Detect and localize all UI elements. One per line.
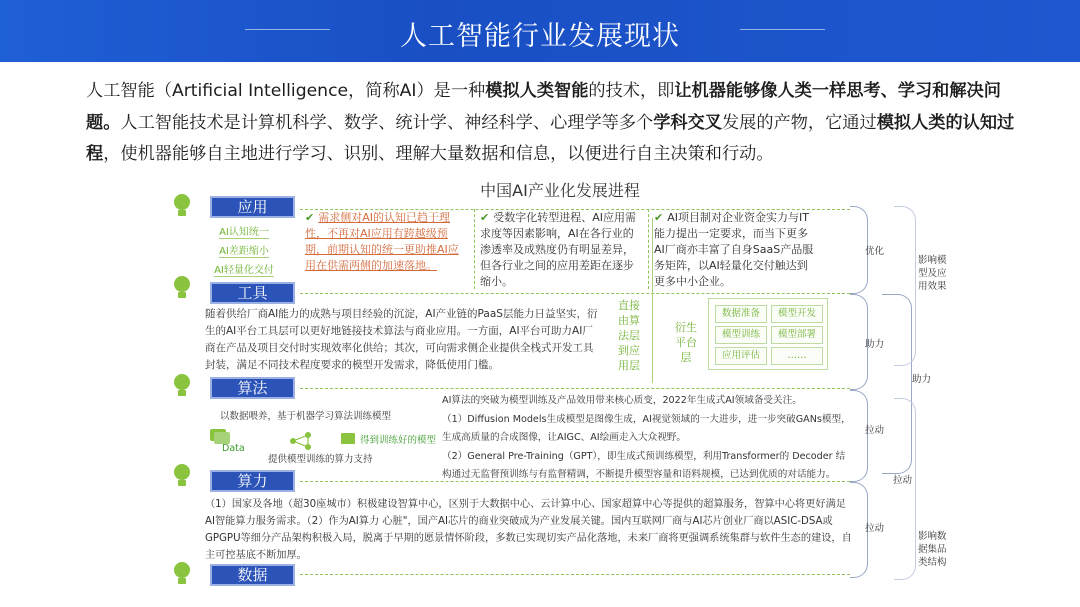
- app-item: AI认知统一: [219, 227, 269, 238]
- relation-help: 助力: [865, 339, 885, 350]
- intro-text: 的技术，即: [588, 81, 675, 101]
- banner-decoration-right: [740, 24, 825, 36]
- diagram-title: 中国AI产业化发展进程: [480, 181, 640, 200]
- algorithm-line: AI算法的突破为模型训练及产品效用带来核心质变，2022年生成式AI领域备受关注。: [442, 395, 802, 406]
- lightbulb-icon: [172, 194, 192, 218]
- platform-modules-box: [708, 298, 828, 370]
- title-banner: [0, 0, 1080, 62]
- column-divider: [648, 209, 649, 289]
- trained-model-icon: [340, 431, 358, 445]
- effect-data-label: 影响数据集品类结构: [918, 531, 947, 568]
- module-chip: ……: [771, 347, 823, 365]
- layer-label-algorithm: 算法: [210, 377, 295, 399]
- algo-result-label: 得到训练好的模型: [360, 435, 437, 446]
- app-column-3: ✔ AI项目制对企业资金实力与IT能力提出一定要求，而当下更多AI厂商亦丰富了自身SaaS产品服务矩阵，以AI轻量化交付触达到更多中小企业。: [654, 211, 814, 288]
- data-label: Data: [222, 443, 245, 454]
- intro-emphasis: 模拟人类智能: [485, 81, 589, 101]
- algo-support-label: 提供模型训练的算力支持: [268, 454, 373, 465]
- relation-pull-outer: 拉动: [893, 475, 913, 486]
- effect-model-label: 影响模型及应用效果: [918, 255, 947, 292]
- module-chip: 模型部署: [771, 326, 823, 344]
- lightbulb-icon: [172, 276, 192, 300]
- relation-brace-model: [894, 206, 916, 366]
- intro-text: 发展的产物，它通过: [721, 112, 877, 133]
- divider: [300, 388, 850, 389]
- intro-paragraph: [86, 76, 1031, 171]
- algo-flow-caption: 以数据喂养，基于机器学习算法训练模型: [220, 411, 392, 422]
- intro-emphasis: 让机器能够像人类一样思考、学习和解决问题。: [86, 81, 1001, 133]
- relation-pull: 拉动: [865, 523, 885, 534]
- intro-text: 人工智能（Artificial Intelligence，简称AI）是一种: [86, 81, 486, 101]
- intro-text: ，使机器能够自主地进行学习、识别、理解大量数据和信息，以便进行自主决策和行动。: [103, 144, 774, 164]
- relation-optimize: 优化: [865, 246, 885, 257]
- intro-emphasis: 学科交叉: [653, 112, 722, 133]
- algorithm-line: （1）Diffusion Models生成模型是图像生成，AI视觉领域的一大进步，进一步突破GANs模型，生成高质量的合成图像，让AIGC、AI绘画走入大众视野。: [442, 413, 851, 443]
- intro-text: 人工智能技术是计算机科学、数学、统计学、神经科学、心理学等多个: [120, 112, 654, 133]
- app-column-2: ✔ 受数字化转型进程、AI应用需求度等因素影响，AI在各行业的渗透率及成熟度仍有明显差异，但各行业之间的应用差距在逐步缩小。: [480, 211, 636, 288]
- module-chip: 数据准备: [715, 305, 767, 323]
- module-chip: 模型开发: [771, 305, 823, 323]
- model-network-icon: [288, 431, 318, 451]
- arrow-line: [652, 218, 653, 383]
- lightbulb-icon: [172, 374, 192, 398]
- lightbulb-icon: [172, 464, 192, 488]
- layer-label-compute: 算力: [210, 470, 295, 492]
- column-divider: [474, 209, 475, 289]
- module-chip: 模型训练: [715, 326, 767, 344]
- page-title: 人工智能行业发展现状: [400, 21, 680, 52]
- tools-side-label: 直接由算法层到应用层: [618, 299, 640, 372]
- lightbulb-icon: [172, 562, 192, 586]
- app-column-1: ✔ 需求侧对AI的认知已趋于理性，不再对AI应用有跨越级预期，前期认知的统一更助推AI应用在供需两侧的加速落地。: [305, 211, 459, 272]
- divider: [300, 574, 850, 575]
- app-item: AI差距缩小: [219, 246, 269, 257]
- layer-label-data: 数据: [210, 564, 295, 586]
- layer-label-application: 应用: [210, 196, 295, 218]
- divider: [300, 293, 850, 294]
- algorithm-description: [442, 392, 854, 485]
- algorithm-line: （2）General Pre-Training（GPT），即生成式预训练模型，利用Transformer的 Decoder 结构通过无监督预训练与有监督精调，不断提升模型容量和语料规模，已达到优质的对话能力。: [442, 450, 846, 480]
- layer-label-tools: 工具: [210, 282, 295, 304]
- ai-industry-diagram: [160, 178, 960, 605]
- relation-brace-data: [894, 398, 916, 580]
- intro-emphasis: 模拟人类的认知过程: [86, 112, 1015, 164]
- module-chip: 应用评估: [715, 347, 767, 365]
- compute-description: （1）国家及各地（超30座城市）积极建设智算中心，区别于大数据中心、云计算中心、国家超算中心等提供的超算服务，智算中心将更好满足AI智能算力服务需求。（2）作为AI算力 心脏"，国产AI芯片的商业突破成为产业发展关键。国内互联网厂商与AI芯片创业厂商以ASIC-DSA或GPGPU等细分产品架构积极入局，脱离于早期的愿景情怀阶段，多数已实现切实产品化落地，未来厂商将更强调系统集群与软件生态的建设，自主可控基底不断加厚。: [205, 499, 852, 561]
- relation-help-outer: 助力: [912, 374, 932, 385]
- tools-derive-label: 衍生平台层: [675, 321, 697, 364]
- relation-pull: 拉动: [865, 425, 885, 436]
- tools-description: 随着供给厂商AI能力的成熟与项目经验的沉淀，AI产业链的PaaS层能力日益坚实，衍生的AI平台工具层可以更好地链接技术算法与商业应用。一方面，AI平台可助力AI厂商在产品及项目交付时实现效率化供给；其次，可向需求侧企业提供全栈式开发工具封装，满足不同技术程度要求的模型开发需求，降低使用门槛。: [205, 308, 598, 371]
- app-item: AI轻量化交付: [214, 265, 274, 276]
